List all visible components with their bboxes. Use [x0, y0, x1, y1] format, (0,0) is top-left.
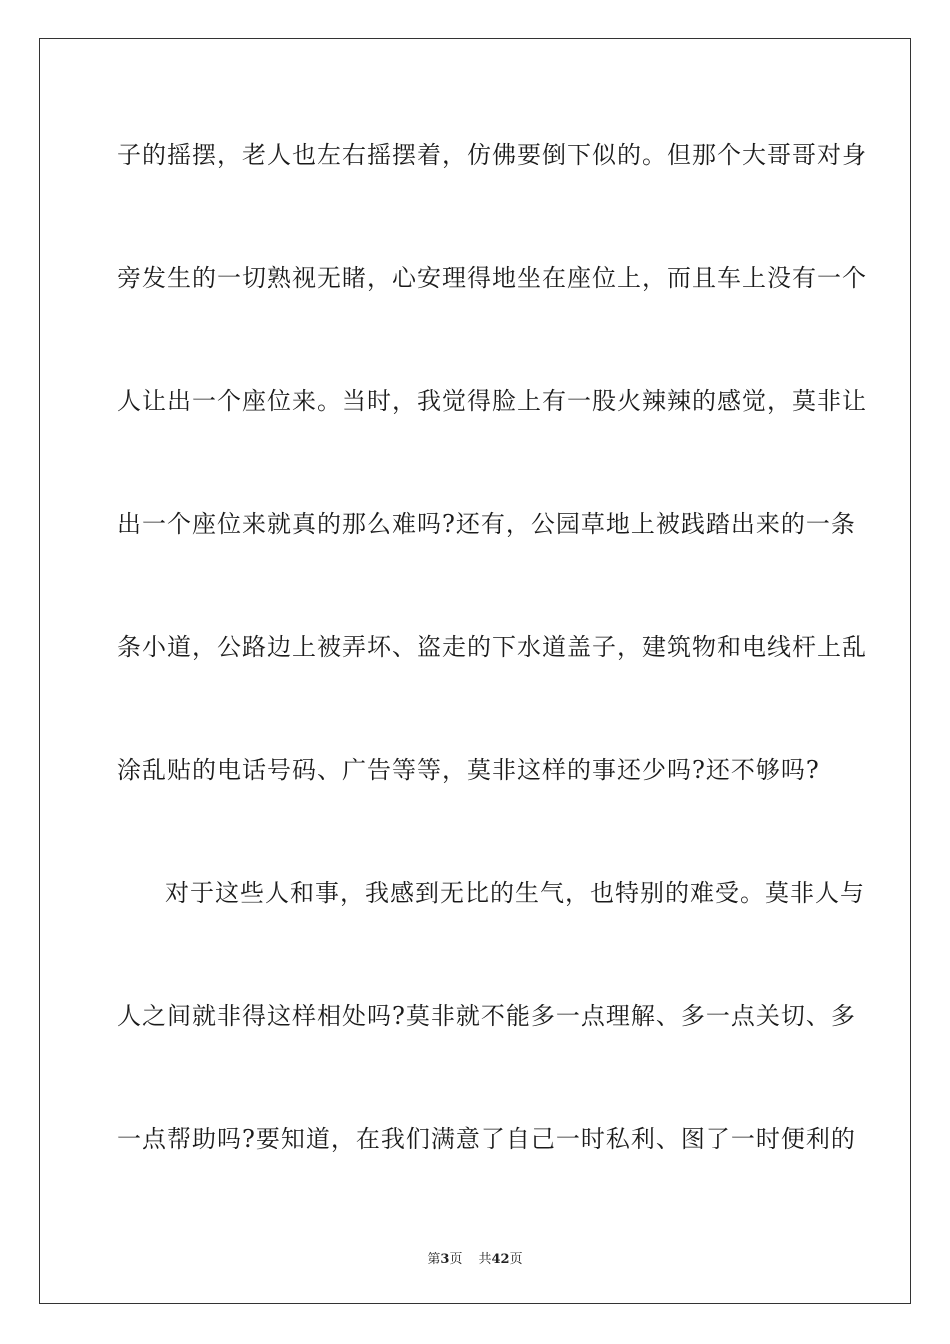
body-text-line: 旁发生的一切熟视无睹，心安理得地坐在座位上，而且车上没有一个	[117, 264, 867, 292]
body-text-line: 人之间就非得这样相处吗?莫非就不能多一点理解、多一点关切、多	[117, 1002, 856, 1030]
page-suffix: 页	[449, 1252, 463, 1267]
total-suffix: 页	[509, 1252, 523, 1267]
page-border	[39, 38, 911, 1304]
body-text-line: 子的摇摆，老人也左右摇摆着，仿佛要倒下似的。但那个大哥哥对身	[117, 141, 867, 169]
total-pages: 42	[491, 1252, 510, 1267]
page-footer	[0, 1248, 950, 1267]
body-text-line: 人让出一个座位来。当时，我觉得脸上有一股火辣辣的感觉，莫非让	[117, 387, 867, 415]
page-number: 3	[440, 1252, 450, 1267]
page-prefix: 第	[427, 1252, 441, 1267]
paragraph-first-line: 对于这些人和事，我感到无比的生气，也特别的难受。莫非人与	[165, 879, 865, 907]
body-text-line: 出一个座位来就真的那么难吗?还有，公园草地上被践踏出来的一条	[117, 510, 856, 538]
body-text-line: 涂乱贴的电话号码、广告等等，莫非这样的事还少吗?还不够吗?	[117, 756, 820, 784]
total-prefix: 共	[478, 1252, 492, 1267]
body-text-line: 一点帮助吗?要知道，在我们满意了自己一时私利、图了一时便利的	[117, 1125, 856, 1153]
body-text-line: 条小道，公路边上被弄坏、盗走的下水道盖子，建筑物和电线杆上乱	[117, 633, 867, 661]
